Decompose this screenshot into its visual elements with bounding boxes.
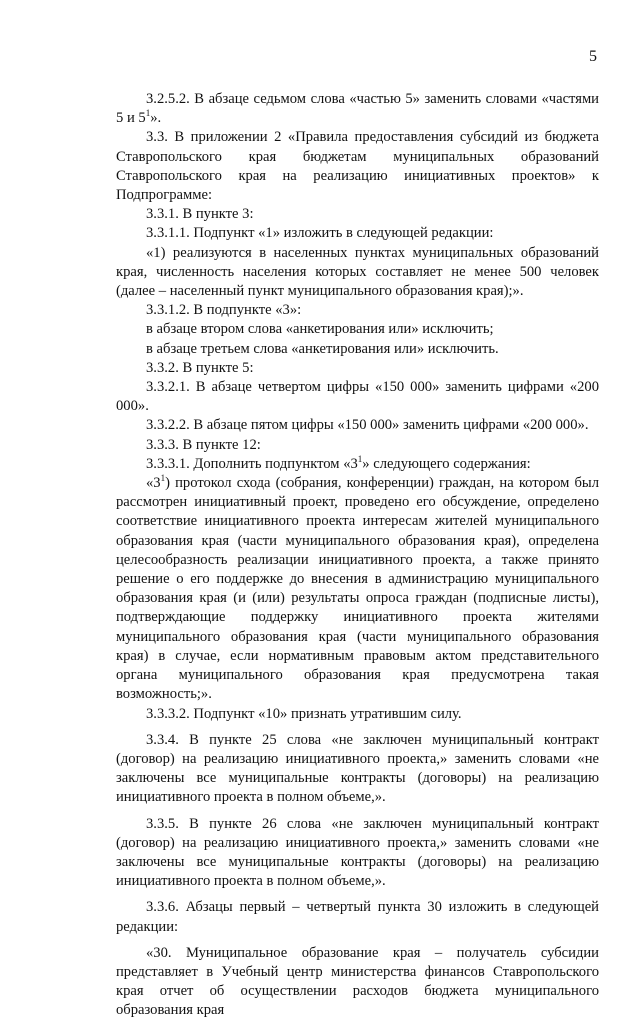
paragraph-3-3-2-2: 3.3.2.2. В абзаце пятом цифры «150 000» заменить цифрами «200 000». xyxy=(146,417,589,434)
paragraph-subpoint-1: «1) реализуются в населенных пунктах муниципальных образований края, численность населения которых составляет не менее 500 человек (далее – населенный пункт муниципального образования края);». xyxy=(116,244,599,300)
paragraph-3-3-5: 3.3.5. В пункте 26 слова «не заключен муниципальный контракт (договор) на реализацию инициативного проекта,» заменить словами «не заключены все муниципальные контракты (договоры) на реализацию инициативного проекта в полном объеме,». xyxy=(116,815,599,890)
page-number: 5 xyxy=(589,48,597,65)
text: «3 xyxy=(146,475,161,492)
paragraph-3-3-1-2: 3.3.1.2. В подпункте «3»: xyxy=(146,302,302,319)
text: » следующего содержания: xyxy=(362,455,531,472)
paragraph-3-3-1: 3.3.1. В пункте 3: xyxy=(146,206,254,223)
paragraph-3-3: 3.3. В приложении 2 «Правила предоставления субсидий из бюджета Ставропольского края бюджетам муниципальных образований Ставропольского края на реализацию инициативных проектов» к Подпрограмме: xyxy=(116,129,599,204)
text: 3.2.5.2. В абзаце седьмом слова «частью 5» заменить словами «частями 5 и 5 xyxy=(116,91,599,127)
paragraph-3-3-3: 3.3.3. В пункте 12: xyxy=(146,436,261,453)
superscript: 1 xyxy=(357,453,363,464)
paragraph-abzac-3: в абзаце третьем слова «анкетирования или» исключить. xyxy=(146,340,499,357)
document-body xyxy=(116,90,599,1021)
superscript: 1 xyxy=(160,473,166,484)
paragraph-3-3-1-1: 3.3.1.1. Подпункт «1» изложить в следующей редакции: xyxy=(146,225,494,242)
superscript: 1 xyxy=(145,108,151,119)
text: ) протокол схода (собрания, конференции) граждан, на котором был рассмотрен инициативный проект, проведено его обсуждение, определено соответствие инициативного проекта интересам жителей муниципального образования края (части муниципального образования края), определена целесообразность реализации инициативного проекта, а также принято решение о его поддержке до внесения в администрацию муниципального образования края (и (или) результаты опроса граждан (подписные листы), подтверждающие поддержку инициативного проекта жителями муниципального образования края (части муниципального образования края) в случае, если нормативным правовым актом представительного органа муниципального образования края предусмотрена такая возможность;». xyxy=(116,475,599,703)
paragraph-abzac-2: в абзаце втором слова «анкетирования или» исключить; xyxy=(146,321,494,338)
paragraph-3-3-3-1 xyxy=(116,455,599,474)
paragraph-3-3-3-2: 3.3.3.2. Подпункт «10» признать утратившим силу. xyxy=(146,705,462,722)
paragraph-point-30: «30. Муниципальное образование края – получатель субсидии представляет в Учебный центр министерства финансов Ставропольского края отчет об осуществлении расходов бюджета муниципального образования края xyxy=(116,944,599,1019)
paragraph-subpoint-3-1 xyxy=(116,474,599,704)
text: ». xyxy=(150,110,162,127)
paragraph-3-3-4: 3.3.4. В пункте 25 слова «не заключен муниципальный контракт (договор) на реализацию инициативного проекта,» заменить словами «не заключены все муниципальные контракты (договоры) на реализацию инициативного проекта в полном объеме,». xyxy=(116,731,599,806)
paragraph-3-3-2: 3.3.2. В пункте 5: xyxy=(146,359,254,376)
text: 3.3.3.1. Дополнить подпунктом «3 xyxy=(146,455,358,472)
paragraph-3-2-5-2 xyxy=(116,90,599,128)
paragraph-3-3-6: 3.3.6. Абзацы первый – четвертый пункта 30 изложить в следующей редакции: xyxy=(116,899,599,935)
paragraph-3-3-2-1: 3.3.2.1. В абзаце четвертом цифры «150 000» заменить цифрами «200 000». xyxy=(116,379,599,415)
